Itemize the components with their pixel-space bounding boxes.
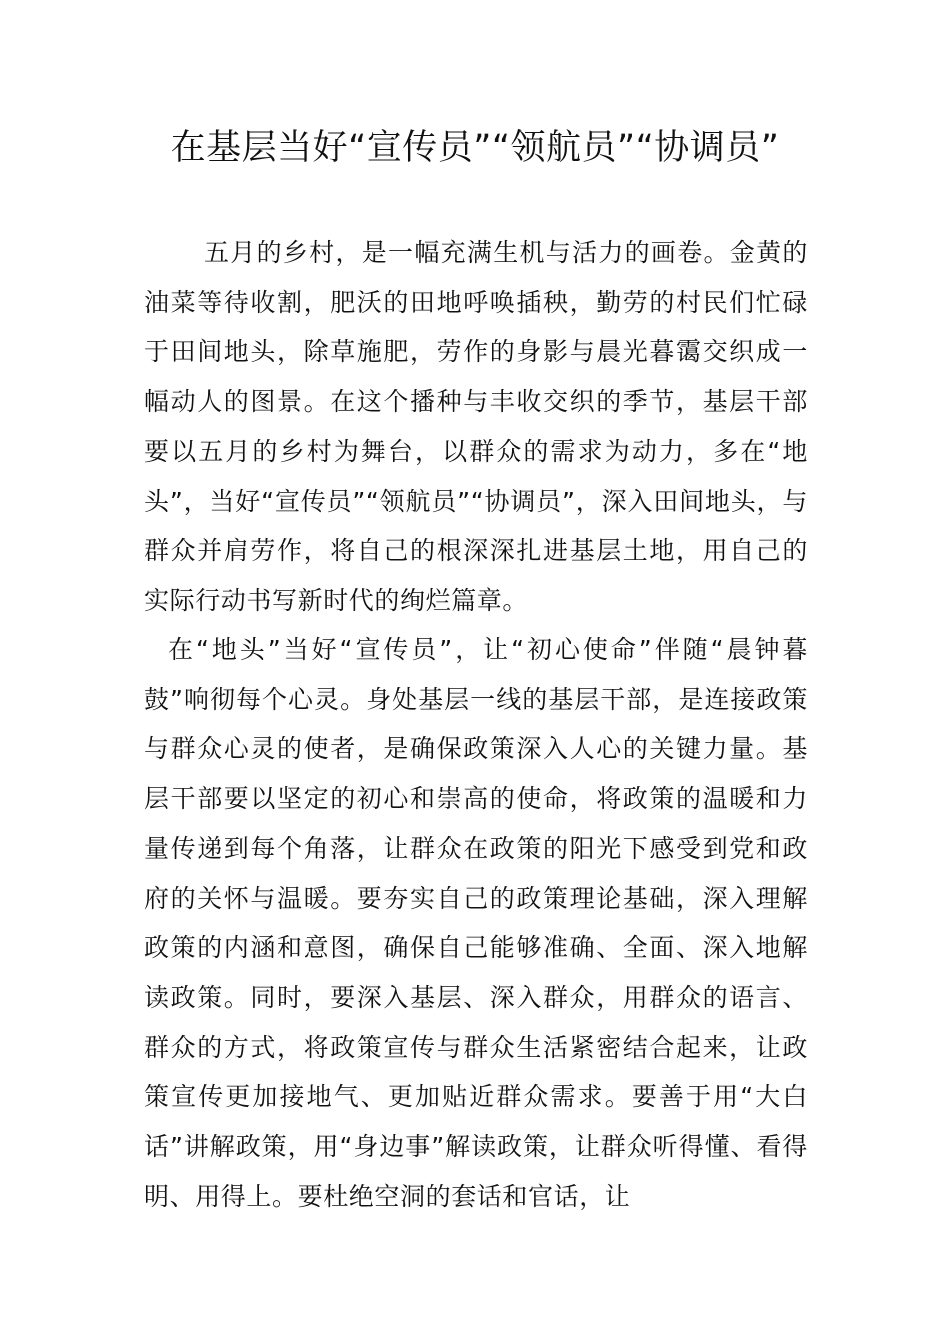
paragraph-propagandist: 在“地头”当好“宣传员”，让“初心使命”伴随“晨钟暮鼓”响彻每个心灵。身处基层一线的基层干部，是连接政策与群众心灵的使者，是确保政策深入人心的关键力量。基层干部要以坚定的初心和崇高的使命，将政策的温暖和力量传递到每个角落，让群众在政策的阳光下感受到党和政府的关怀与温暖。要夯实自己的政策理论基础，深入理解政策的内涵和意图，确保自己能够准确、全面、深入地解读政策。同时，要深入基层、深入群众，用群众的语言、群众的方式，将政策宣传与群众生活紧密结合起来，让政策宣传更加接地气、更加贴近群众需求。要善于用“大白话”讲解政策，用“身边事”解读政策，让群众听得懂、看得明、用得上。要杜绝空洞的套话和官话，让: [144, 635, 808, 1211]
paragraph-intro: 五月的乡村，是一幅充满生机与活力的画卷。金黄的油菜等待收割，肥沃的田地呼唤插秧，勤劳的村民们忙碌于田间地头，除草施肥，劳作的身影与晨光暮霭交织成一幅动人的图景。在这个播种与丰收交织的季节，基层干部要以五月的乡村为舞台，以群众的需求为动力，多在“地头”，当好“宣传员”“领航员”“协调员”，深入田间地头，与群众并肩劳作，将自己的根深深扎进基层土地，用自己的实际行动书写新时代的绚烂篇章。: [144, 238, 808, 615]
document-title: 在基层当好“宣传员”“领航员”“协调员”: [170, 128, 780, 168]
